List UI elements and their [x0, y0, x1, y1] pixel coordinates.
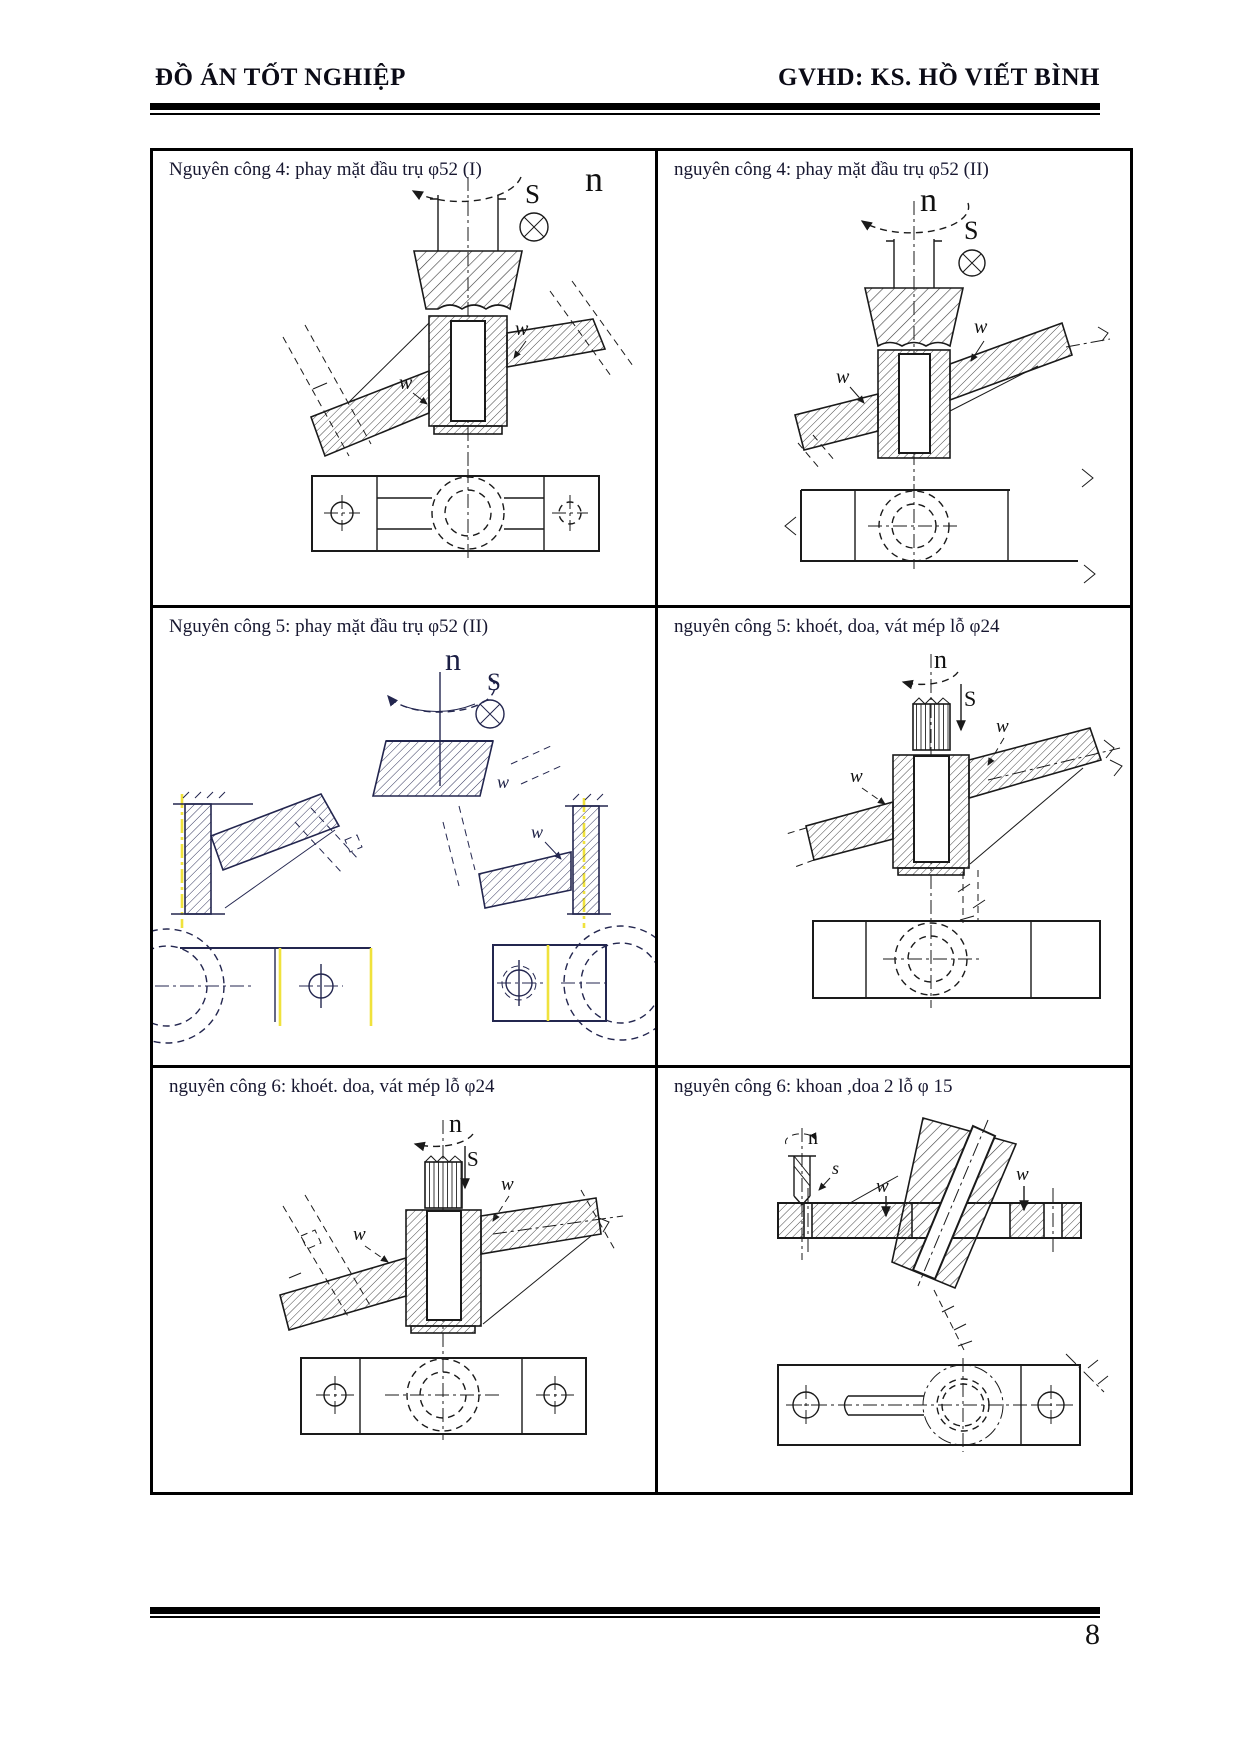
page-number: 8 — [1085, 1618, 1100, 1651]
clamp-label-right: w — [531, 822, 544, 842]
spindle-speed-label: n — [920, 182, 937, 219]
drawing-nc4-i — [153, 151, 655, 605]
spindle-speed-label: n — [808, 1127, 818, 1149]
panel-nc4-ii — [658, 151, 1130, 608]
drawing-nc5-khoet — [658, 608, 1130, 1065]
feed-label: S — [487, 669, 501, 696]
clamp-label-right: w — [501, 1174, 514, 1195]
feed-label: S — [467, 1147, 479, 1171]
clamp-label-left: w — [836, 366, 850, 388]
header-advisor: GVHD: KS. HỒ VIẾT BÌNH — [778, 64, 1100, 91]
header-rule-thick — [150, 103, 1100, 110]
clamp-label-left: w — [850, 766, 863, 787]
drawing-nc4-ii — [658, 151, 1130, 605]
panel-nc5-khoet — [658, 608, 1130, 1068]
clamp-label-left: w — [353, 1224, 366, 1245]
panel-nc6-khoet — [153, 1068, 658, 1492]
feed-label: s — [832, 1158, 840, 1178]
clamp-label-left: w — [399, 372, 413, 394]
clamp-label-right: w — [515, 318, 529, 340]
footer-rule-thick — [150, 1607, 1100, 1614]
drawing-nc6-khoan — [658, 1068, 1130, 1489]
spindle-speed-label: n — [449, 1109, 462, 1138]
spindle-speed-label: n — [445, 641, 461, 677]
clamp-label-right: w — [996, 716, 1009, 737]
spindle-speed-label: n — [934, 645, 947, 674]
feed-label: S — [964, 686, 977, 711]
panel-caption: nguyên công 6: khoét. doa, vát mép lỗ φ24 — [169, 1076, 495, 1097]
clamp-label-right: w — [1016, 1164, 1029, 1185]
panel-caption: nguyên công 5: khoét, doa, vát mép lỗ φ24 — [674, 616, 1000, 637]
header-title: ĐỒ ÁN TỐT NGHIỆP — [155, 64, 406, 91]
panel-caption: nguyên công 6: khoan ,doa 2 lỗ φ 15 — [674, 1076, 953, 1097]
clamp-label-right: w — [974, 316, 988, 338]
operations-table — [150, 148, 1133, 1495]
clamp-label-top: w — [497, 772, 510, 792]
panel-nc6-khoan — [658, 1068, 1130, 1492]
panel-caption: Nguyên công 4: phay mặt đầu trụ φ52 (I) — [169, 159, 482, 180]
feed-label: S — [525, 179, 541, 209]
clamp-label-left: w — [876, 1176, 889, 1197]
header-rule-thin — [150, 113, 1100, 115]
footer-rule-thin — [150, 1616, 1100, 1618]
spindle-speed-label: n — [585, 159, 603, 199]
panel-caption: nguyên công 4: phay mặt đầu trụ φ52 (II) — [674, 159, 989, 180]
drawing-nc5-phay — [153, 608, 655, 1065]
feed-label: S — [964, 216, 979, 245]
panel-nc4-i — [153, 151, 658, 608]
drawing-nc6-khoet — [153, 1068, 655, 1489]
panel-caption: Nguyên công 5: phay mặt đầu trụ φ52 (II) — [169, 616, 489, 637]
panel-nc5-phay — [153, 608, 658, 1068]
